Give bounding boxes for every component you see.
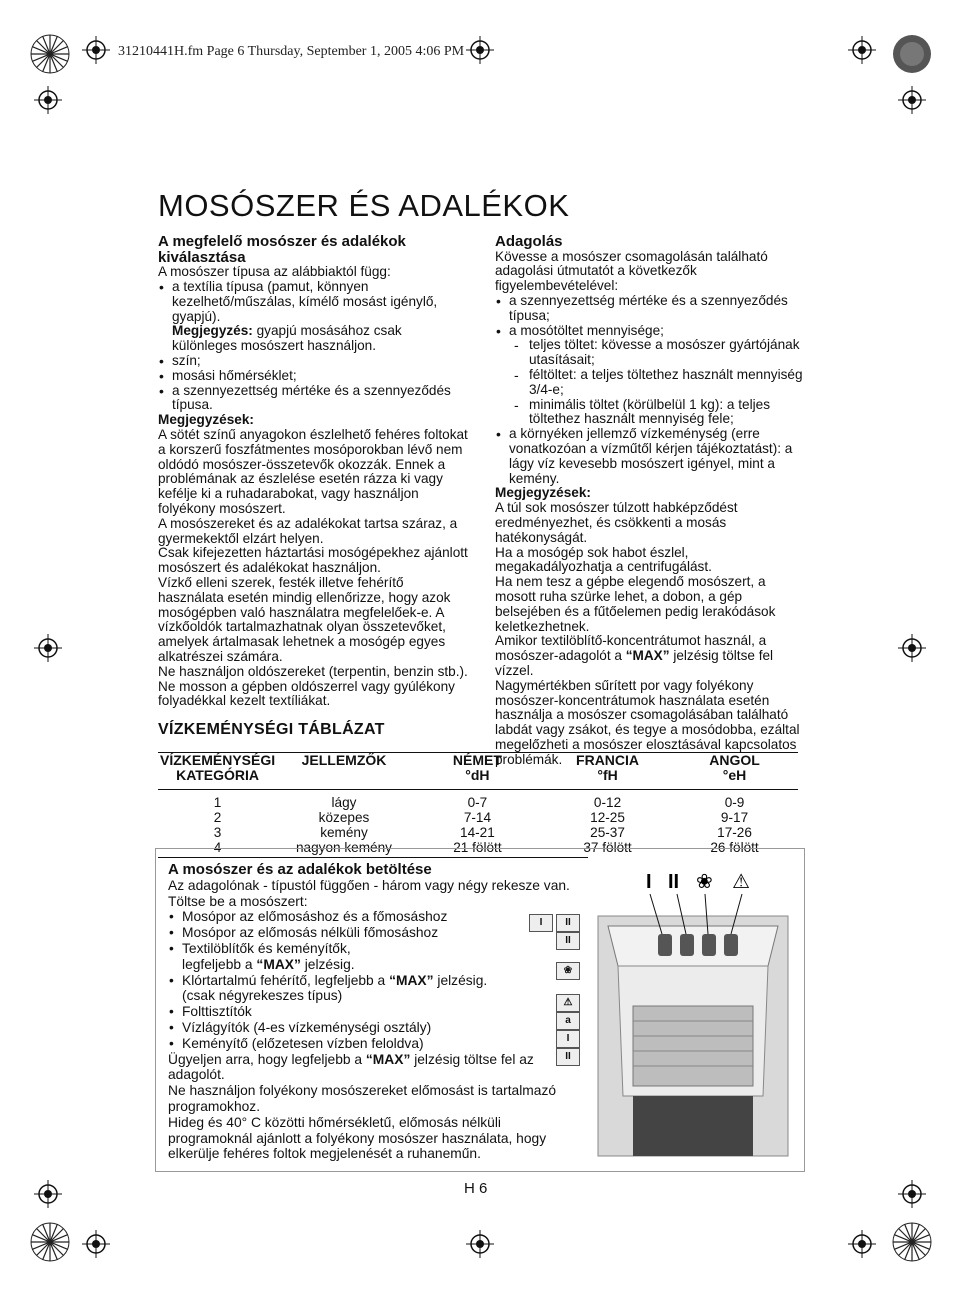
paragraph: A sötét színű anyagokon észlelhető fehéres foltokat a korszerű foszfátmentes mosóporokban lévő nem oldódó mosószer-összetevők okozzák. Ennek a problémának az észlelése esetén rázza ki vagy kefélje ki a ruhadarabokat, vagy használjon folyékony mosószert. — [158, 426, 468, 516]
print-header: 31210441H.fm Page 6 Thursday, September 1, 2005 4:06 PM — [118, 44, 465, 59]
crosshair-icon — [34, 1180, 62, 1208]
washing-machine-illustration — [588, 856, 800, 1162]
table-row — [158, 825, 798, 840]
paragraph: Ne használjon oldószereket (terpentin, benzin stb.). — [158, 663, 468, 679]
text-span: jelzésig. — [300, 956, 355, 972]
paragraph: Az adagolónak - típustól függően - három vagy négy rekesze van. — [168, 877, 570, 893]
crosshair-icon — [466, 1230, 494, 1258]
paragraph: A mosószereket és az adalékokat tartsa száraz, a gyermekektől elzárt helyen. — [158, 515, 458, 546]
table-cell: közepes — [318, 810, 370, 825]
header-line: NÉMET — [452, 752, 502, 768]
detergent-loading-text — [168, 862, 588, 1162]
crosshair-icon — [34, 634, 62, 662]
crosshair-icon — [82, 1230, 110, 1258]
list-item: • a környéken jellemző vízkeménység (erre vonatkozóan a vízműtől kérjen tájékoztatást): a lágy víz kevesebb mosószert igényel, mint a kemény. — [495, 427, 807, 486]
compartment-slot — [658, 934, 672, 956]
table-cell: 0-12 — [593, 795, 622, 810]
crosshair-icon — [466, 36, 494, 64]
text-span: Ügyeljen arra, hogy legfeljebb a — [168, 1051, 366, 1067]
list-item: • a textília típusa (pamut, könnyen kezelhető/műszálas, kímélő mosást igénylő, gyapjú). — [158, 280, 468, 324]
bullet-list — [168, 909, 588, 1051]
table-header-cell — [544, 753, 671, 790]
label-ii: II — [668, 871, 680, 893]
max-label: “MAX” — [256, 956, 301, 972]
warning-icon: ⚠ — [556, 994, 580, 1012]
table-row — [158, 810, 798, 825]
table-cell: 0-9 — [724, 795, 745, 810]
list-item: • Textilöblítők és keményítők, — [168, 941, 588, 957]
section-heading: A megfelelő mosószer és adalékok kiválasztása — [158, 233, 406, 266]
registration-gray-circle-icon — [892, 34, 932, 74]
crosshair-icon — [34, 86, 62, 114]
text-span: jelzésig töltse fel az adagolót. — [168, 1051, 534, 1083]
registration-sunburst-icon — [892, 1222, 932, 1262]
compartment-ii-icon: II — [556, 932, 580, 950]
table-cell: 14-21 — [460, 825, 495, 840]
table-cell: 7-14 — [463, 810, 492, 825]
list-item-dash: - teljes töltet: kövesse a mosószer gyártójának utasításait; — [495, 338, 807, 368]
box-heading: A mosószer és az adalékok betöltése — [168, 861, 432, 878]
text-span: jelzésig. — [433, 972, 488, 988]
compartment-ii-icon: II — [556, 1048, 580, 1066]
paragraph: Ne mosson a gépben oldószerrel vagy gyúlékony folyadékkal kezelt textíliákat. — [158, 678, 455, 709]
header-line: ANGOL — [709, 752, 760, 768]
list-item-dash: - minimális töltet (körülbelül 1 kg): a teljes töltethez használt mennyiség fele; — [495, 398, 807, 428]
max-label: “MAX” — [365, 1051, 411, 1067]
table-cell: 4 — [158, 840, 277, 858]
paragraph: Töltse be a mosószert: — [168, 893, 308, 909]
table-header-cell — [671, 753, 798, 790]
header-line: VÍZKEMÉNYSÉGI — [160, 752, 276, 768]
crosshair-icon — [898, 86, 926, 114]
table-header-cell — [411, 753, 544, 790]
header-line: °dH — [465, 767, 490, 783]
list-item-dash: - féltöltet: a teljes töltethez használt mennyiség 3/4-e; — [495, 368, 807, 398]
header-line: °eH — [722, 767, 747, 783]
table-cell: 26 fölött — [671, 840, 798, 858]
table-cell: 25-37 — [590, 825, 625, 840]
compartment-slot — [680, 934, 694, 956]
list-item: • a szennyezettség mértéke és a szennyeződés típusa. — [158, 384, 468, 414]
max-label: “MAX” — [389, 972, 434, 988]
right-column — [495, 234, 807, 767]
table-cell: 3 — [213, 825, 222, 840]
table-cell: 1 — [213, 795, 222, 810]
header-line: KATEGÓRIA — [176, 767, 260, 783]
paragraph: Csak kifejezetten háztartási mosógépekhez ajánlott mosószert és adalékokat használjon. — [158, 545, 468, 576]
header-line: FRANCIA — [576, 752, 640, 768]
table-cell: kemény — [320, 825, 368, 840]
label-i: I — [646, 871, 652, 893]
table-cell: 12-25 — [590, 810, 625, 825]
crosshair-icon — [898, 1180, 926, 1208]
paragraph: A mosószer típusa az alábbiaktól függ: — [158, 264, 391, 280]
paragraph — [168, 1052, 588, 1084]
table-row — [158, 790, 798, 811]
paragraph: Kövesse a mosószer csomagolásán található adagolási útmutatót a következők figyelembevételével: — [495, 248, 768, 294]
note-text: gyapjú mosásához csak különleges mosószert használjon. — [172, 323, 402, 354]
compartment-ii-icon: II — [556, 914, 580, 932]
text-span: jelzésig töltse fel vízzel. — [495, 648, 774, 678]
table-header-cell — [277, 753, 411, 790]
list-item: • a szennyezettség mértéke és a szennyeződés típusa; — [495, 294, 807, 324]
paragraph: Ne használjon folyékony mosószereket előmosást is tartalmazó programokhoz. — [168, 1083, 557, 1114]
warning-icon: ⚠ — [732, 869, 750, 893]
list-item: • Mosópor az előmosáshoz és a főmosáshoz — [168, 909, 588, 925]
stain-remover-icon: a — [556, 1012, 580, 1030]
table-cell: 2 — [213, 810, 222, 825]
left-column — [158, 234, 468, 709]
list-item: • mosási hőmérséklet; — [158, 369, 468, 384]
table-cell: lágy — [331, 795, 357, 810]
flower-icon: ❀ — [696, 869, 713, 893]
compartment-slot — [724, 934, 738, 956]
text-span: Amikor textilöblítő-koncentrátumot használ, a mosószer-adagolót a — [495, 633, 767, 664]
compartment-i-icon: I — [556, 1030, 580, 1048]
table-cell: nagyon kemény — [277, 840, 411, 858]
bullet-list — [158, 280, 468, 413]
header-line: JELLEMZŐK — [301, 752, 387, 768]
paragraph: Ha nem tesz a gépbe elegendő mosószert, a mosott ruha szürke lehet, a dobon, a gép belsejében és a fűtőelemen pedig lerakódások keletkezhetnek. — [495, 574, 776, 634]
water-hardness-table — [158, 752, 798, 858]
registration-sunburst-icon — [30, 1222, 70, 1262]
compartment-slot — [702, 934, 716, 956]
header-line: °fH — [597, 767, 618, 783]
paragraph: Nagymértékben sűrített por vagy folyékony mosószer-koncentrátumok használata esetén használja a mosószer csomagolásában található labdát vagy zsákot, és tegye a mosódobba, ezáltal megelőzheti a mosószer elosztásával kapcsolatos problémák. — [495, 677, 800, 767]
paragraph: Hideg és 40° C közötti hőmérsékletű, előmosás nélküli programoknál ajánlott a folyékony mosószer használata, hogy elkerülje fehéres foltok megjelenését a ruhaneműn. — [168, 1114, 547, 1162]
crosshair-icon — [848, 1230, 876, 1258]
section-heading: Adagolás — [495, 233, 563, 250]
paragraph — [495, 634, 807, 678]
note-label: Megjegyzés: — [172, 323, 253, 339]
registration-sunburst-icon — [30, 34, 70, 74]
list-item — [168, 973, 588, 989]
text-span: legfeljebb a — [182, 956, 257, 972]
table-cell: 0-7 — [467, 795, 488, 810]
paragraph: A túl sok mosószer túlzott habképződést eredményezhet, és csökkenti a mosás hatékonyságát. — [495, 500, 738, 545]
table-header-cell — [158, 753, 277, 790]
table-cell: 21 fölött — [411, 840, 544, 858]
notes-label: Megjegyzések: — [495, 485, 591, 501]
list-item: • szín; — [158, 354, 468, 369]
table-cell: 9-17 — [720, 810, 749, 825]
bullet-list — [495, 294, 807, 486]
list-item: • Vízlágyítók (4-es vízkeménységi osztály) — [168, 1020, 588, 1036]
text-span: Klórtartalmú fehérítő, legfeljebb a — [182, 972, 390, 988]
list-item: (csak négyrekeszes típus) — [182, 988, 343, 1004]
compartment-i-icon: I — [529, 914, 553, 932]
table-cell: 17-26 — [717, 825, 752, 840]
crosshair-icon — [82, 36, 110, 64]
paragraph: Ha a mosógép sok habot észlel, megakadályozhatja a centrifugálást. — [495, 544, 712, 575]
list-item: • Keményítő (előzetesen vízben feloldva) — [168, 1036, 588, 1052]
crosshair-icon — [898, 634, 926, 662]
list-item-note — [158, 324, 468, 354]
page-number: H 6 — [464, 1180, 488, 1197]
list-item: • Folttisztítók — [168, 1004, 588, 1020]
list-item: • a mosótöltet mennyisége; — [495, 324, 807, 339]
flower-icon: ❀ — [556, 962, 580, 980]
table-title: VÍZKEMÉNYSÉGI TÁBLÁZAT — [158, 721, 385, 738]
list-item — [168, 957, 588, 973]
crosshair-icon — [848, 36, 876, 64]
table-cell: 37 fölött — [544, 840, 671, 858]
notes-label: Megjegyzések: — [158, 412, 254, 428]
table-header-row — [158, 753, 798, 790]
list-item: • Mosópor az előmosás nélküli főmosáshoz — [168, 925, 588, 941]
max-label: “MAX” — [625, 648, 670, 664]
page-title: MOSÓSZER ÉS ADALÉKOK — [158, 188, 570, 223]
paragraph: Vízkő elleni szerek, festék illetve fehérítő használata esetén mindig ellenőrizze, hogy azok mosógépben való használatra megfelelőek-e. A vízkőoldók tartalmazhatnak olyan összetevőket, amelyek ártalmasak lehetnek a mosógép egyes alkatrészei számára. — [158, 574, 451, 664]
